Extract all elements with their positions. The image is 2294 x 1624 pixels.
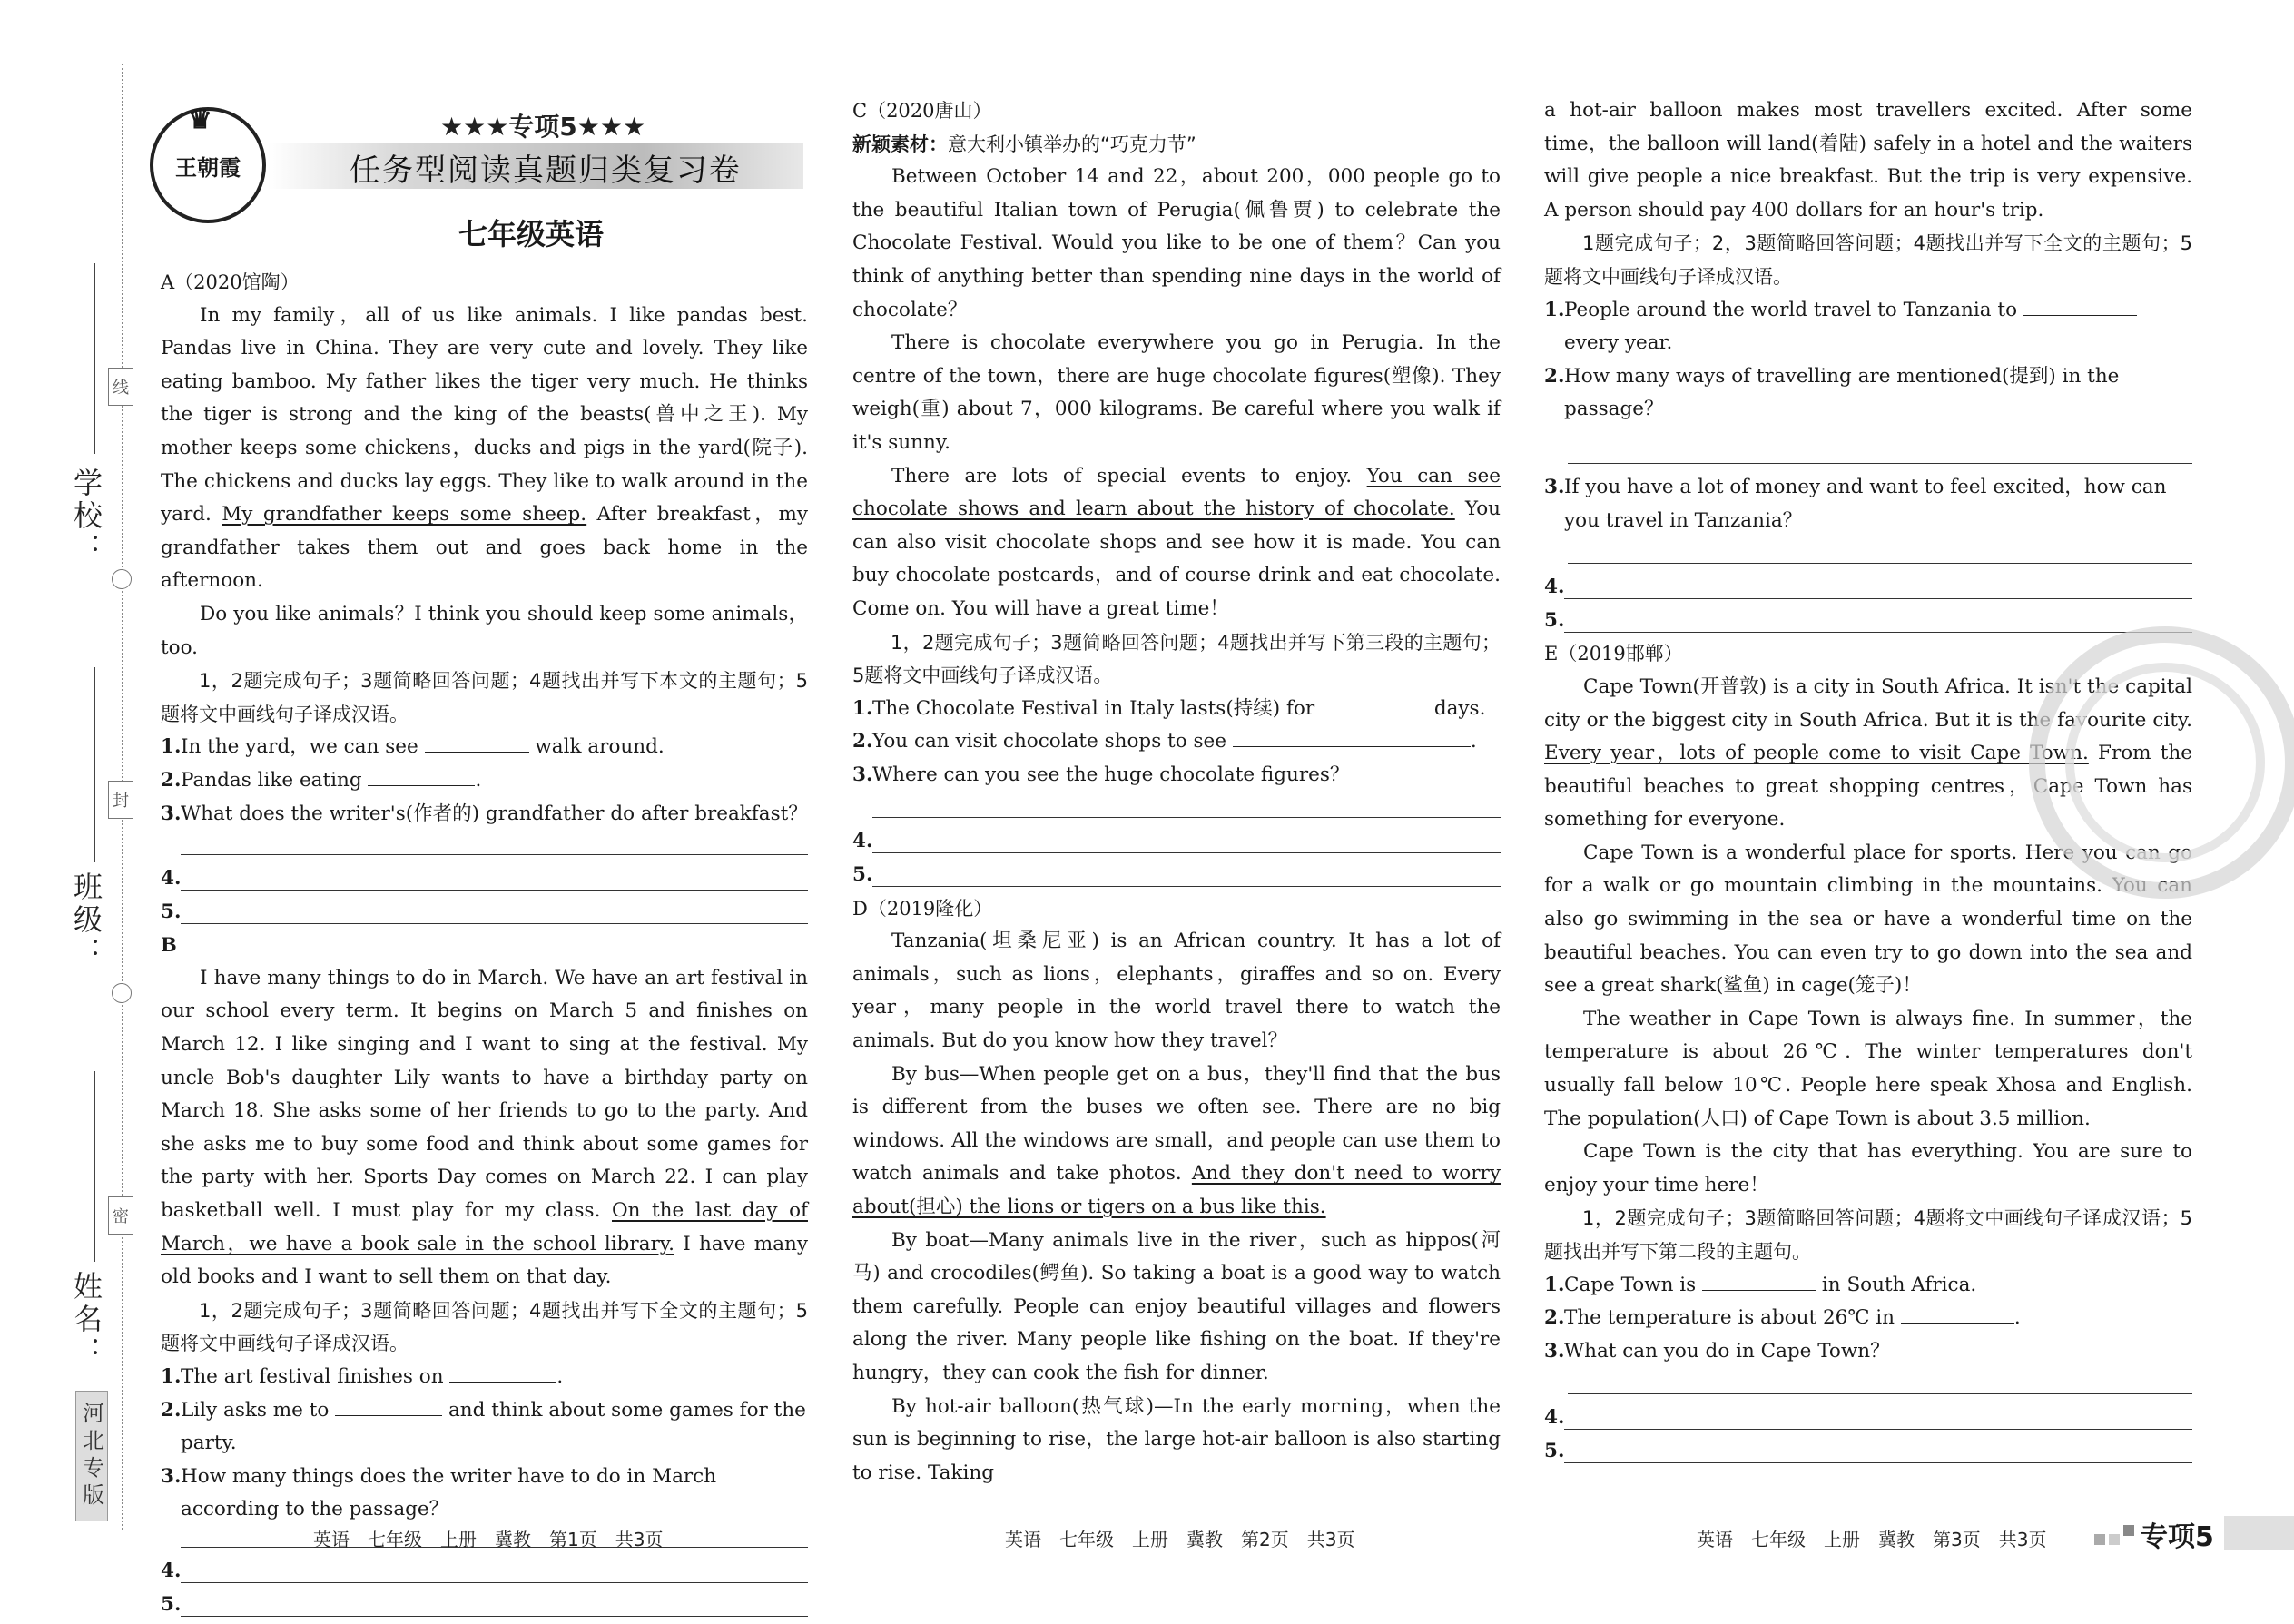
section-d-q4: 4.: [1544, 571, 2192, 605]
decor-square-icon: [2094, 1534, 2105, 1545]
section-e-para-3: The weather in Cape Town is always fine. In summer，the temperature is about 26℃. The winter temperatures don't usually fall below 10℃. People here speak Xhosa and English. The population(人口) of Cape Town is about 3.5 million.: [1544, 1007, 2192, 1130]
answer-blank[interactable]: [425, 733, 529, 753]
answer-line[interactable]: [181, 923, 808, 924]
section-d-para-1: Tanzania(坦桑尼亚) is an African country. It has a lot of animals，such as lions，elephants，giraffes and so on. Every year，many people in the world travel there to watch the animals. But do you know how they travel？: [852, 930, 1501, 1053]
cut-mark-seal: 封: [108, 781, 133, 819]
answer-line[interactable]: [1564, 1462, 2192, 1463]
subject-title: 七年级英语: [458, 217, 605, 251]
binding-margin: [0, 0, 127, 1624]
section-a-para-1: In my family，all of us like animals. I like pandas best. Pandas live in China. They are very cute and lovely. They like eating bamboo. My father likes the tiger very much. He thinks the tiger is strong and the king of the beasts(兽中之王). My mother keeps some chickens，ducks and pigs in the yard(院子). The chickens and ducks lay eggs. They like to walk around in the yard. My grandfather keeps some sheep. After breakfast，my grandfather takes them out and goes back home in the afternoon.: [161, 303, 808, 593]
page-footer-2: 英语 七年级 上册 冀教 第2页 共3页: [1005, 1529, 1355, 1550]
series-label: ★★★专项5★★★: [440, 112, 646, 142]
section-d-q1: 1. People around the world travel to Tanzania to every year.: [1544, 294, 2192, 360]
answer-line[interactable]: [1568, 1393, 2192, 1394]
underlined-sentence: Every year，lots of people come to visit Cape Town.: [1544, 742, 2089, 765]
answer-line[interactable]: [1564, 632, 2192, 633]
section-c-q1: 1. The Chocolate Festival in Italy lasts(持续) for days.: [852, 696, 1486, 720]
section-c-instructions: 1，2题完成句子；3题简略回答问题；4题找出并写下第三段的主题句；5题将文中画线句子译成汉语。: [852, 631, 1501, 687]
answer-line[interactable]: [1568, 563, 2192, 564]
section-c-q5: 5.: [852, 859, 1501, 892]
section-e-q2: 2. The temperature is about 26℃ in .: [1544, 1306, 2021, 1330]
section-d-q2: 2. How many ways of travelling are mentioned(提到) in the passage？: [1544, 364, 2120, 421]
cut-mark-line: 线: [108, 368, 133, 406]
section-b-para-1: I have many things to do in March. We have an art festival in our school every term. It begins on March 5 and finishes on March 12. I like singing and I want to sing at the festival. My uncle Bob's daughter Lily wants to have a birthday party on March 18. She asks some of her friends to go to the party. And she asks me to buy some food and think about some games for the party with her. Sports Day comes on March 22. I can play basketball well. I must play for my class. On the last day of March，we have a book sale in the school library. I have many old books and I want to sell them on that day.: [161, 966, 808, 1289]
class-label: 班级：: [69, 871, 103, 969]
section-a-q3: 3. What does the writer's(作者的) grandfather do after breakfast？: [161, 802, 808, 825]
column-2: [852, 94, 1501, 1490]
section-b-q4: 4.: [161, 1555, 808, 1589]
page-header: [150, 98, 812, 280]
answer-line[interactable]: [872, 817, 1501, 818]
underlined-sentence: My grandfather keeps some sheep.: [222, 503, 587, 527]
section-e-q5: 5.: [1544, 1435, 2192, 1469]
section-e-para-4: Cape Town is the city that has everything. You are sure to enjoy your time here！: [1544, 1140, 2192, 1196]
page-footer-1: 英语 七年级 上册 冀教 第1页 共3页: [313, 1529, 664, 1550]
watermark-inner-icon: [2065, 663, 2265, 862]
answer-line[interactable]: [181, 1616, 808, 1617]
answer-blank[interactable]: [2023, 297, 2137, 316]
section-e-para-2: Cape Town is a wonderful place for sports. Here you can go for a walk or go mountain climbing in the mountains. You can also go swimming in the sea or have a wonderful time on the beautiful beaches. You can even try to go down into the sea and see a great shark(鲨鱼) in cage(笼子)！: [1544, 841, 2192, 998]
answer-line[interactable]: [1564, 598, 2192, 599]
section-b-q5: 5.: [161, 1589, 808, 1622]
section-a-q2: 2. Pandas like eating .: [161, 768, 482, 792]
section-b-title: B: [161, 933, 177, 957]
name-label: 姓名：: [69, 1271, 103, 1369]
underlined-sentence: And they don't need to worry about(担心) the lions or tigers on a bus like this.: [852, 1162, 1501, 1218]
section-e-q4: 4.: [1544, 1402, 2192, 1435]
section-a-title: A（2020馆陶）: [161, 271, 300, 293]
section-d-title: D（2019隆化）: [852, 897, 993, 920]
class-field[interactable]: [94, 667, 95, 862]
decor-square-icon: [2109, 1534, 2120, 1545]
section-a-para-2: Do you like animals？I think you should keep some animals，too.: [161, 602, 808, 659]
school-label: 学校：: [69, 468, 103, 566]
section-b-instructions: 1，2题完成句子；3题简略回答问题；4题找出并写下全文的主题句；5题将文中画线句子译成汉语。: [161, 1299, 808, 1355]
answer-blank[interactable]: [1233, 728, 1471, 747]
answer-blank[interactable]: [368, 767, 475, 786]
section-d-q5: 5.: [1544, 605, 2192, 638]
answer-line[interactable]: [872, 852, 1501, 853]
edition-tab: 河北专版: [75, 1391, 108, 1521]
section-d-q3: 3. If you have a lot of money and want to feel excited，how can you travel in Tanzania？: [1544, 475, 2167, 532]
underlined-sentence: On the last day of March，we have a book sale in the school library.: [161, 1199, 808, 1255]
answer-blank[interactable]: [449, 1363, 556, 1383]
answer-line[interactable]: [181, 1582, 808, 1583]
section-b-q2: 2. Lily asks me to and think about some games for the party.: [161, 1398, 806, 1455]
section-b-q3: 3. How many things does the writer have to do in March according to the passage？: [161, 1464, 717, 1521]
topic-tag: 专项5: [2141, 1521, 2214, 1553]
decor-square-icon: [2123, 1525, 2134, 1536]
page-footer-3: 英语 七年级 上册 冀教 第3页 共3页: [1697, 1529, 2047, 1550]
section-e-title: E（2019邯郸）: [1544, 643, 1683, 665]
section-c-q4: 4.: [852, 825, 1501, 859]
school-field[interactable]: [94, 263, 95, 454]
answer-line[interactable]: [181, 854, 808, 855]
answer-blank[interactable]: [1702, 1272, 1816, 1291]
section-c-title: C（2020唐山）: [852, 100, 992, 122]
answer-line[interactable]: [872, 886, 1501, 887]
section-d-para-4-cont: a hot-air balloon makes most travellers excited. After some time，the balloon will land(着陆) safely in a hotel and the waiters will give people a nice breakfast. But the trip is very expensive. A person should pay 400 dollars for an hour's trip.: [1544, 99, 2192, 221]
section-d-para-3: By boat—Many animals live in the river，such as hippos(河马) and crocodiles(鳄鱼). So taking a boat is a good way to watch them carefully. People can enjoy beautiful villages and flowers along the river. Many people like fishing on the boat. If they're hungry，they can cook the fish for dinner.: [852, 1228, 1501, 1384]
section-c-material: 新颖素材：意大利小镇举办的“巧克力节”: [852, 133, 1196, 155]
answer-blank[interactable]: [1321, 695, 1428, 714]
section-c-q3: 3. Where can you see the huge chocolate figures？: [852, 763, 1350, 786]
section-d-instructions: 1题完成句子；2，3题简略回答问题；4题找出并写下全文的主题句；5题将文中画线句子译成汉语。: [1544, 232, 2192, 288]
answer-blank[interactable]: [335, 1397, 442, 1416]
section-e-para-1: Cape Town(开普敦) is a city in South Africa. It isn't the capital city or the biggest city in South Africa. But it is the favourite city. Every year，lots of people come to visit Cape Town. From the beautiful beaches to great shopping centres，Cape Town has something for everyone.: [1544, 674, 2192, 832]
brand-logo: [150, 103, 266, 223]
crown-icon: ♛: [188, 103, 212, 135]
cut-hole-icon: [112, 983, 132, 1003]
section-a-q1: 1. In the yard，we can see walk around.: [161, 735, 665, 759]
section-c-para-2: There is chocolate everywhere you go in Perugia. In the centre of the town，there are huge chocolate figures(塑像). They weigh(重) about 7，000 kilograms. Be careful where you walk if it's sunny.: [852, 331, 1501, 454]
section-b-q1: 1. The art festival finishes on .: [161, 1365, 564, 1388]
section-e-q1: 1. Cape Town is in South Africa.: [1544, 1273, 1977, 1296]
name-field[interactable]: [94, 1071, 95, 1262]
corner-bar: [2224, 1516, 2294, 1550]
section-d-para-2: By bus—When people get on a bus，they'll find that the bus is different from the buses we often see. There are no big windows. All the windows are small，and people can use them to watch animals and take photos. And they don't need to worry about(担心) the lions or tigers on a bus like this.: [852, 1062, 1501, 1218]
section-d-para-4-start: By hot-air balloon(热气球)—In the early morning，when the sun is beginning to rise，the large hot-air balloon is also starting to rise. Taking: [852, 1394, 1501, 1484]
section-c-q2: 2. You can visit chocolate shops to see .: [852, 730, 1477, 753]
answer-line[interactable]: [181, 890, 808, 891]
section-a-instructions: 1，2题完成句子；3题简略回答问题；4题找出并写下本文的主题句；5题将文中画线句子译成汉语。: [161, 670, 808, 725]
cut-mark-secret: 密: [108, 1196, 133, 1235]
section-e-q3: 3. What can you do in Cape Town？: [1544, 1339, 1890, 1363]
logo-text: 王朝霞: [175, 153, 241, 181]
paper-title: 任务型阅读真题归类复习卷: [350, 153, 742, 189]
answer-blank[interactable]: [1901, 1304, 2014, 1324]
section-a-q5: 5.: [161, 896, 808, 930]
section-a-q4: 4.: [161, 862, 808, 896]
section-e-instructions: 1，2题完成句子；3题简略回答问题；4题将文中画线句子译成汉语；5题找出并写下第二段的主题句。: [1544, 1207, 2192, 1263]
section-c-para-1: Between October 14 and 22，about 200，000 people go to the beautiful Italian town of Perugia(佩鲁贾) to celebrate the Chocolate Festival. Would you like to be one of them？Can you think of anything better than spending nine days in the world of chocolate？: [852, 165, 1501, 321]
underlined-sentence: You can see chocolate shows and learn about the history of chocolate.: [852, 464, 1501, 521]
cut-hole-icon: [112, 569, 132, 589]
section-c-para-3: There are lots of special events to enjoy. You can see chocolate shows and learn about the history of chocolate. You can also visit chocolate shops and see how it is made. You can buy chocolate postcards，and of course drink and eat chocolate. Come on. You will have a great time！: [852, 464, 1501, 620]
column-1: [161, 266, 808, 1621]
answer-line[interactable]: [1564, 1429, 2192, 1430]
answer-line[interactable]: [1568, 463, 2192, 464]
